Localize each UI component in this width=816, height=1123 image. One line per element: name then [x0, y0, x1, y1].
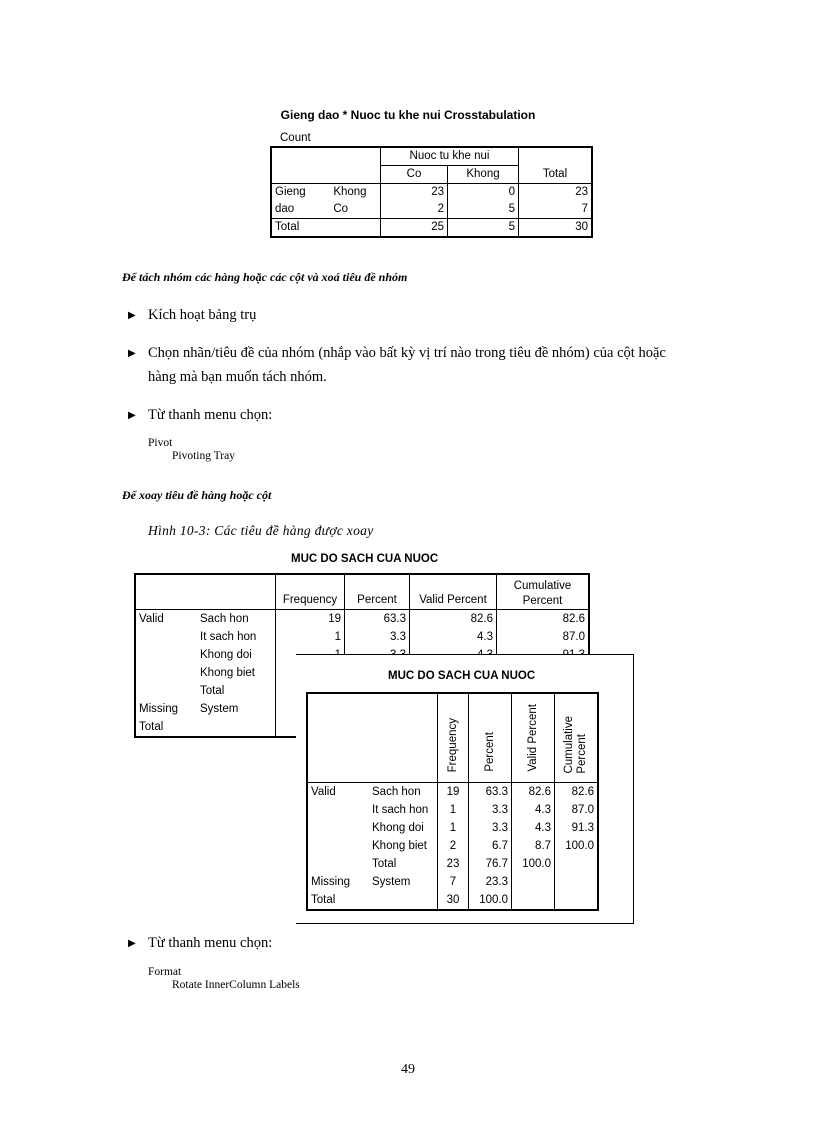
cell: 100.0	[555, 837, 599, 855]
crosstab-count-label: Count	[280, 132, 311, 144]
header-cumulative-percent	[497, 574, 590, 610]
cell: 23	[519, 184, 593, 202]
cell: 3.3	[469, 819, 512, 837]
cell: 1	[438, 819, 469, 837]
rotated-label: Cumulative	[563, 716, 575, 774]
figure-caption: Hình 10-3: Các tiêu đề hàng được xoay	[148, 523, 374, 538]
header-frequency	[438, 693, 469, 783]
cell: 23	[381, 184, 448, 202]
row-label: System	[372, 876, 411, 888]
cell: 23	[438, 855, 469, 873]
cell: 63.3	[345, 610, 410, 629]
row-label: Khong biet	[200, 667, 255, 679]
cell	[555, 855, 599, 873]
cell: 63.3	[469, 783, 512, 802]
header-cumulative-percent	[555, 693, 599, 783]
cell: 23.3	[469, 873, 512, 891]
cell: 76.7	[469, 855, 512, 873]
col-header-khong: Khong	[448, 166, 519, 184]
cell: 25	[381, 219, 448, 238]
col-header-co: Co	[381, 166, 448, 184]
cell: 1	[438, 801, 469, 819]
cell: 3.3	[469, 801, 512, 819]
row-group-label: Total	[311, 894, 336, 906]
cell: 4.3	[512, 801, 555, 819]
row-group-label: Total	[139, 721, 164, 733]
row-label: Sach hon	[372, 786, 421, 798]
header-frequency: Frequency	[276, 574, 345, 610]
cell: 8.7	[512, 837, 555, 855]
freq-table-rotated	[306, 692, 599, 911]
rotated-label: Frequency	[447, 717, 459, 772]
row-group-label: Missing	[311, 876, 350, 888]
bullet-text	[148, 341, 748, 389]
row-label: Khong biet	[372, 840, 427, 852]
page-number: 49	[401, 1062, 415, 1077]
bullet-text: Kích hoạt bảng trụ	[148, 307, 257, 323]
row-label: Co	[333, 203, 349, 215]
menu-path-item: Format	[148, 966, 182, 978]
row-group-label: Valid	[139, 613, 164, 625]
freq-table-rotated-title: MUC DO SACH CUA NUOC	[388, 670, 536, 682]
bullet-icon: ▶	[128, 348, 136, 359]
bullet-icon: ▶	[128, 310, 136, 321]
cell: 2	[438, 837, 469, 855]
header-line: Percent	[522, 595, 563, 607]
cell: 5	[448, 219, 519, 238]
rotated-label: Valid Percent	[527, 704, 539, 772]
header-valid-percent	[512, 693, 555, 783]
cell: 30	[519, 219, 593, 238]
row-label: Khong	[333, 186, 367, 198]
cell: 19	[276, 610, 345, 629]
section-heading-rotate: Để xoay tiêu đề hàng hoặc cột	[122, 488, 272, 502]
bullet-icon: ▶	[128, 410, 136, 421]
row-var-label: Gieng	[275, 186, 306, 198]
crosstab-table	[270, 146, 593, 238]
bullet-icon: ▶	[128, 938, 136, 949]
bullet-text: Từ thanh menu chọn:	[148, 407, 273, 423]
row-label: It sach hon	[372, 804, 429, 816]
cell: 82.6	[555, 783, 599, 802]
cell: 91.3	[555, 819, 599, 837]
rotated-label: Percent	[484, 732, 496, 772]
section-heading-ungroup: Để tách nhóm các hàng hoặc các cột và xoá tiêu đề nhóm	[122, 270, 408, 284]
cell: 4.3	[410, 628, 497, 646]
cell: 100.0	[469, 891, 512, 910]
menu-path-item: Pivot	[148, 437, 173, 449]
row-label: Khong doi	[372, 822, 424, 834]
row-group-label: Missing	[139, 703, 178, 715]
cell: 7	[519, 201, 593, 219]
row-label: Sach hon	[200, 613, 249, 625]
row-label: System	[200, 703, 239, 715]
row-label: Khong doi	[200, 649, 252, 661]
cell: 3.3	[345, 628, 410, 646]
cell: 82.6	[497, 610, 590, 629]
menu-path-item: Pivoting Tray	[172, 450, 235, 462]
cell: 82.6	[512, 783, 555, 802]
bullet-text-line: Chọn nhãn/tiêu đề của nhóm (nhắp vào bất kỳ vị trí nào trong tiêu đề nhóm) của cột hoặc	[148, 345, 666, 361]
header-line: Cumulative	[513, 580, 572, 592]
cell: 2	[381, 201, 448, 219]
cell: 4.3	[512, 819, 555, 837]
cell: 19	[438, 783, 469, 802]
bullet-text: Từ thanh menu chọn:	[148, 935, 273, 951]
col-header-total: Total	[519, 166, 593, 184]
rotated-label: Percent	[576, 734, 588, 774]
cell: 6.7	[469, 837, 512, 855]
header-valid-percent: Valid Percent	[410, 574, 497, 610]
cell: 82.6	[410, 610, 497, 629]
cell: 5	[448, 201, 519, 219]
row-label: Total	[372, 858, 397, 870]
row-var-label: dao	[275, 203, 295, 215]
col-group-header: Nuoc tu khe nui	[381, 147, 519, 166]
row-label: Total	[275, 221, 300, 233]
row-label: It sach hon	[200, 631, 257, 643]
cell: 1	[276, 628, 345, 646]
header-percent: Percent	[345, 574, 410, 610]
freq-table-title: MUC DO SACH CUA NUOC	[291, 553, 439, 565]
cell: 30	[438, 891, 469, 910]
cell: 7	[438, 873, 469, 891]
row-group-label: Valid	[311, 786, 336, 798]
cell: 87.0	[555, 801, 599, 819]
row-label: Total	[200, 685, 225, 697]
cell: 100.0	[512, 855, 555, 873]
menu-path-item: Rotate InnerColumn Labels	[172, 979, 300, 991]
crosstab-title: Gieng dao * Nuoc tu khe nui Crosstabulation	[280, 108, 536, 122]
header-percent	[469, 693, 512, 783]
cell: 87.0	[497, 628, 590, 646]
bullet-text-line: hàng mà bạn muốn tách nhóm.	[148, 369, 327, 385]
cell: 0	[448, 184, 519, 202]
